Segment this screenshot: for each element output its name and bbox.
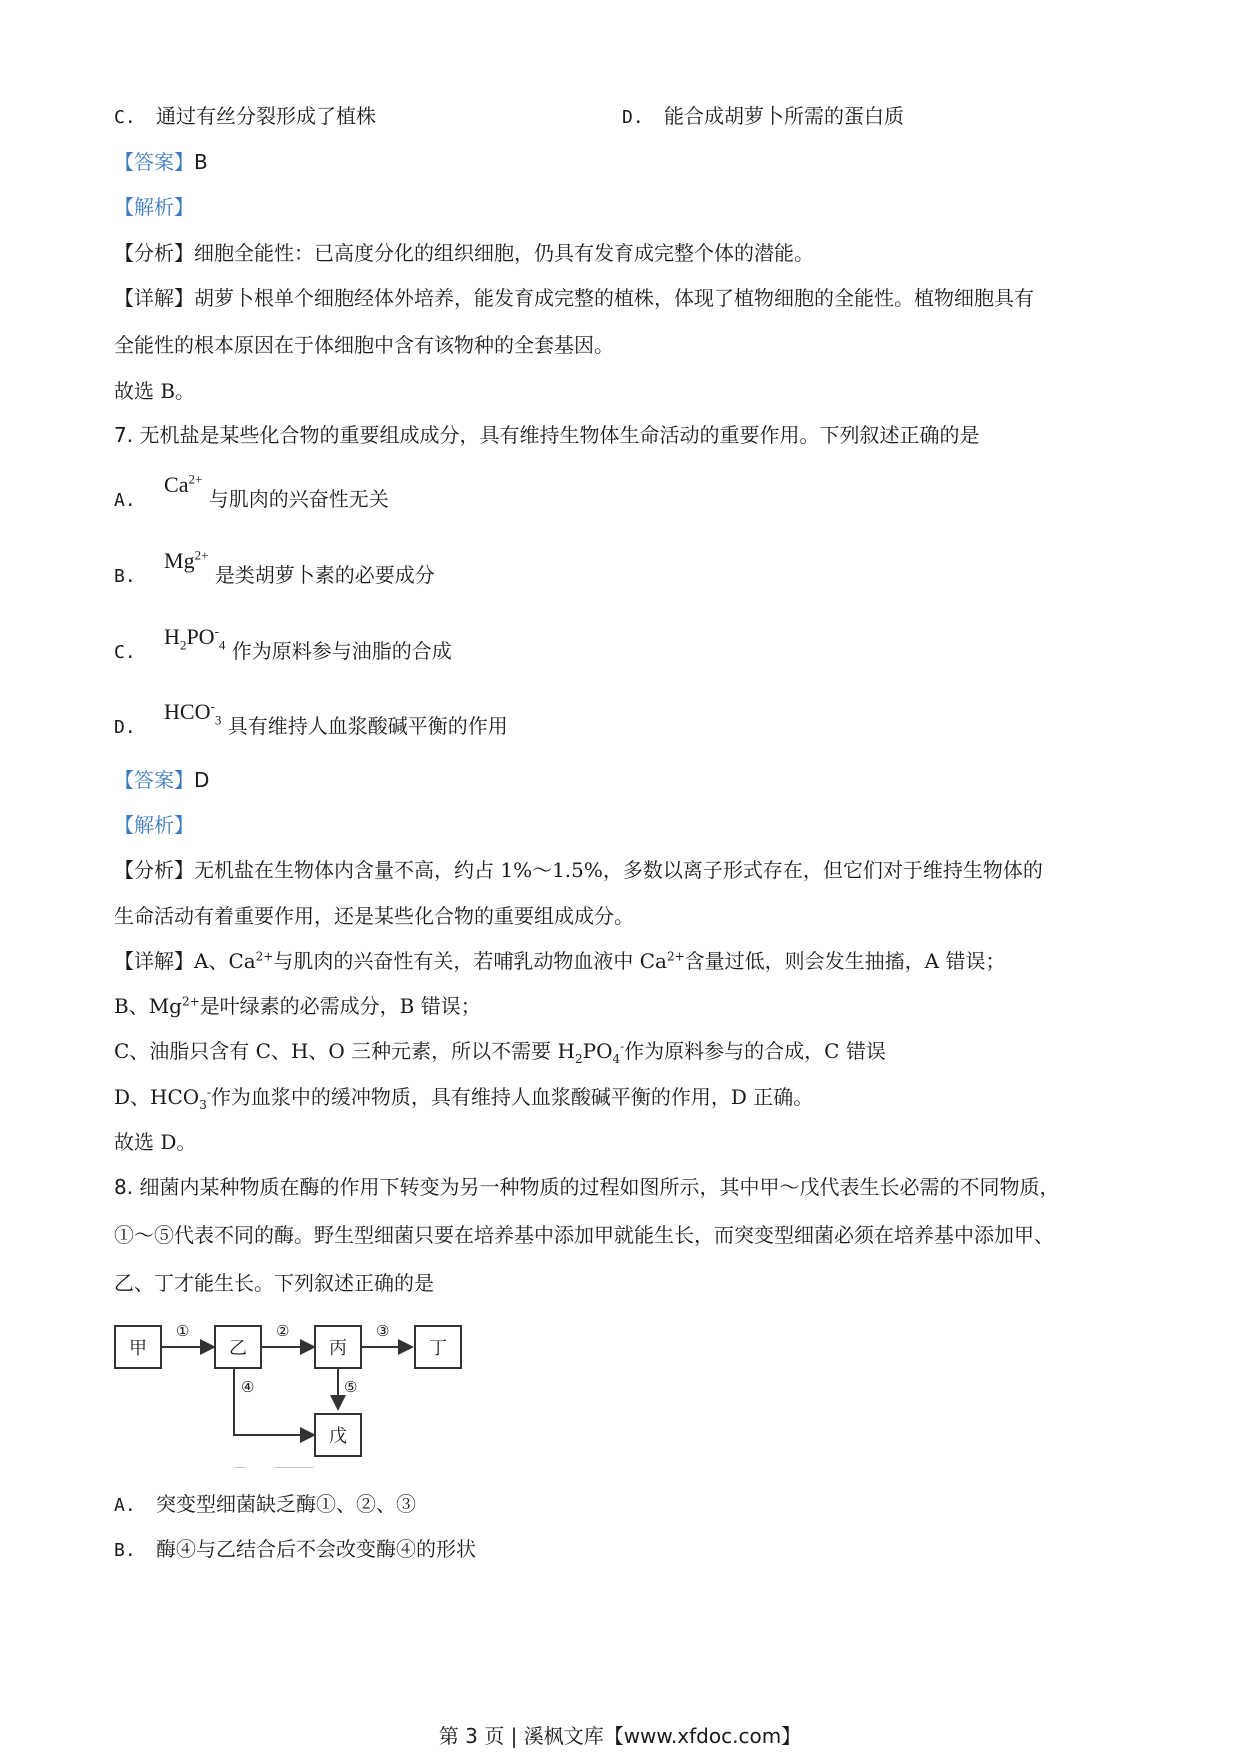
option-text: 能合成胡萝卜所需的蛋白质: [664, 104, 905, 128]
option-label: C.: [114, 107, 136, 128]
node-jia: 甲: [114, 1325, 162, 1369]
enzyme-1-label: ①: [176, 1322, 190, 1340]
question-text: 无机盐是某些化合物的重要组成成分，具有维持生物体生命活动的重要作用。下列叙述正确的是: [139, 423, 980, 447]
answer-tag: 【答案】: [114, 150, 194, 174]
q7-xiangjie-d: D、$HCO_3^-$作为血浆中的缓冲物质，具有维持人血浆酸碱平衡的作用，D 正确。: [114, 1085, 814, 1112]
ion-formula: $Ca^{2+}$: [164, 471, 203, 497]
ion-formula: $HCO^-_3$: [164, 698, 222, 728]
answer-tag: 【答案】: [114, 768, 194, 792]
enzyme-4-label: ④: [241, 1378, 255, 1396]
q6-conclusion: 故选 B。: [114, 379, 196, 403]
node-bing: 丙: [314, 1325, 362, 1369]
q7-analysis-tag: 【解析】: [114, 813, 194, 837]
page-footer: 第 3 页 | 溪枫文库【www.xfdoc.com】: [438, 1724, 802, 1748]
q7-xiangjie-a: 【详解】A、$Ca^{2+}$与肌肉的兴奋性有关，若哺乳动物血液中 $Ca^{2+}$含量过低，则会发生抽搐，A 错误；: [114, 949, 1006, 973]
q6-analysis-tag: 【解析】: [114, 195, 194, 219]
option-label: D.: [114, 717, 136, 738]
q8-stem-line2: ①～⑤代表不同的酶。野生型细菌只要在培养基中添加甲就能生长，而突变型细菌必须在培养基中添加甲、: [114, 1223, 1054, 1247]
question-text: 细菌内某种物质在酶的作用下转变为另一种物质的过程如图所示，其中甲～戊代表生长必需的不同物质，: [139, 1175, 1060, 1199]
option-text: 酶④与乙结合后不会改变酶④的形状: [156, 1537, 477, 1561]
q7-xiangjie-c: C、油脂只含有 C、H、O 三种元素，所以不需要 $H_2PO_4^-$作为原料参与的合成，C 错误: [114, 1039, 886, 1066]
option-text: 通过有丝分裂形成了植株: [156, 104, 377, 128]
q8-stem-line3: 乙、丁才能生长。下列叙述正确的是: [114, 1271, 434, 1295]
q7-option-b: [114, 547, 435, 591]
enzyme-3-label: ③: [376, 1322, 390, 1340]
ion-formula: $H_2PO^-_4$: [164, 623, 226, 653]
q8-option-a: [114, 1490, 416, 1520]
option-text: 作为原料参与油脂的合成: [231, 639, 452, 663]
q6-option-d: [622, 102, 904, 132]
answer-value: D: [194, 768, 210, 792]
node-yi: 乙: [214, 1325, 262, 1369]
option-label: D.: [622, 107, 644, 128]
q6-xiangjie-line2: 全能性的根本原因在于体细胞中含有该物种的全套基因。: [114, 333, 614, 357]
question-number: 7.: [114, 423, 134, 447]
answer-value: B: [194, 150, 208, 174]
enzyme-2-label: ②: [276, 1322, 290, 1340]
q7-stem: [114, 421, 979, 449]
q7-fenxi-line2: 生命活动有着重要作用，还是某些化合物的重要组成成分。: [114, 904, 634, 928]
option-label: B.: [114, 1540, 136, 1561]
node-ding: 丁: [414, 1325, 462, 1369]
option-text: 突变型细菌缺乏酶①、②、③: [156, 1492, 417, 1516]
option-label: A.: [114, 1495, 136, 1516]
q8-stem-line1: [114, 1173, 1059, 1201]
question-number: 8.: [114, 1175, 134, 1199]
q8-option-b: [114, 1535, 476, 1565]
enzyme-pathway-diagram: [114, 1318, 464, 1468]
q6-fenxi: 【分析】细胞全能性：已高度分化的组织细胞，仍具有发育成完整个体的潜能。: [114, 241, 814, 265]
option-label: C.: [114, 642, 136, 663]
q6-xiangjie-line1: 【详解】胡萝卜根单个细胞经体外培养，能发育成完整的植株，体现了植物细胞的全能性。植物细胞具有: [114, 286, 1034, 310]
q7-conclusion: 故选 D。: [114, 1130, 197, 1154]
node-wu: 戊: [314, 1413, 362, 1457]
q6-option-c: [114, 102, 376, 132]
option-text: 与肌肉的兴奋性无关: [208, 487, 389, 511]
q7-answer: [114, 766, 209, 794]
q7-option-a: [114, 471, 389, 515]
option-text: 是类胡萝卜素的必要成分: [214, 563, 435, 587]
option-label: B.: [114, 566, 136, 587]
q7-option-c: [114, 623, 452, 667]
q7-option-d: [114, 698, 508, 742]
q7-fenxi-line1: 【分析】无机盐在生物体内含量不高，约占 1%～1.5%，多数以离子形式存在，但它们对于维持生物体的: [114, 858, 1043, 882]
pathway-arrows: [114, 1318, 464, 1468]
q7-xiangjie-b: B、$Mg^{2+}$是叶绿素的必需成分，B 错误；: [114, 994, 481, 1018]
q6-answer: [114, 148, 208, 176]
option-label: A.: [114, 490, 136, 511]
ion-formula: $Mg^{2+}$: [164, 547, 209, 573]
option-text: 具有维持人血浆酸碱平衡的作用: [227, 714, 508, 738]
enzyme-5-label: ⑤: [344, 1378, 358, 1396]
